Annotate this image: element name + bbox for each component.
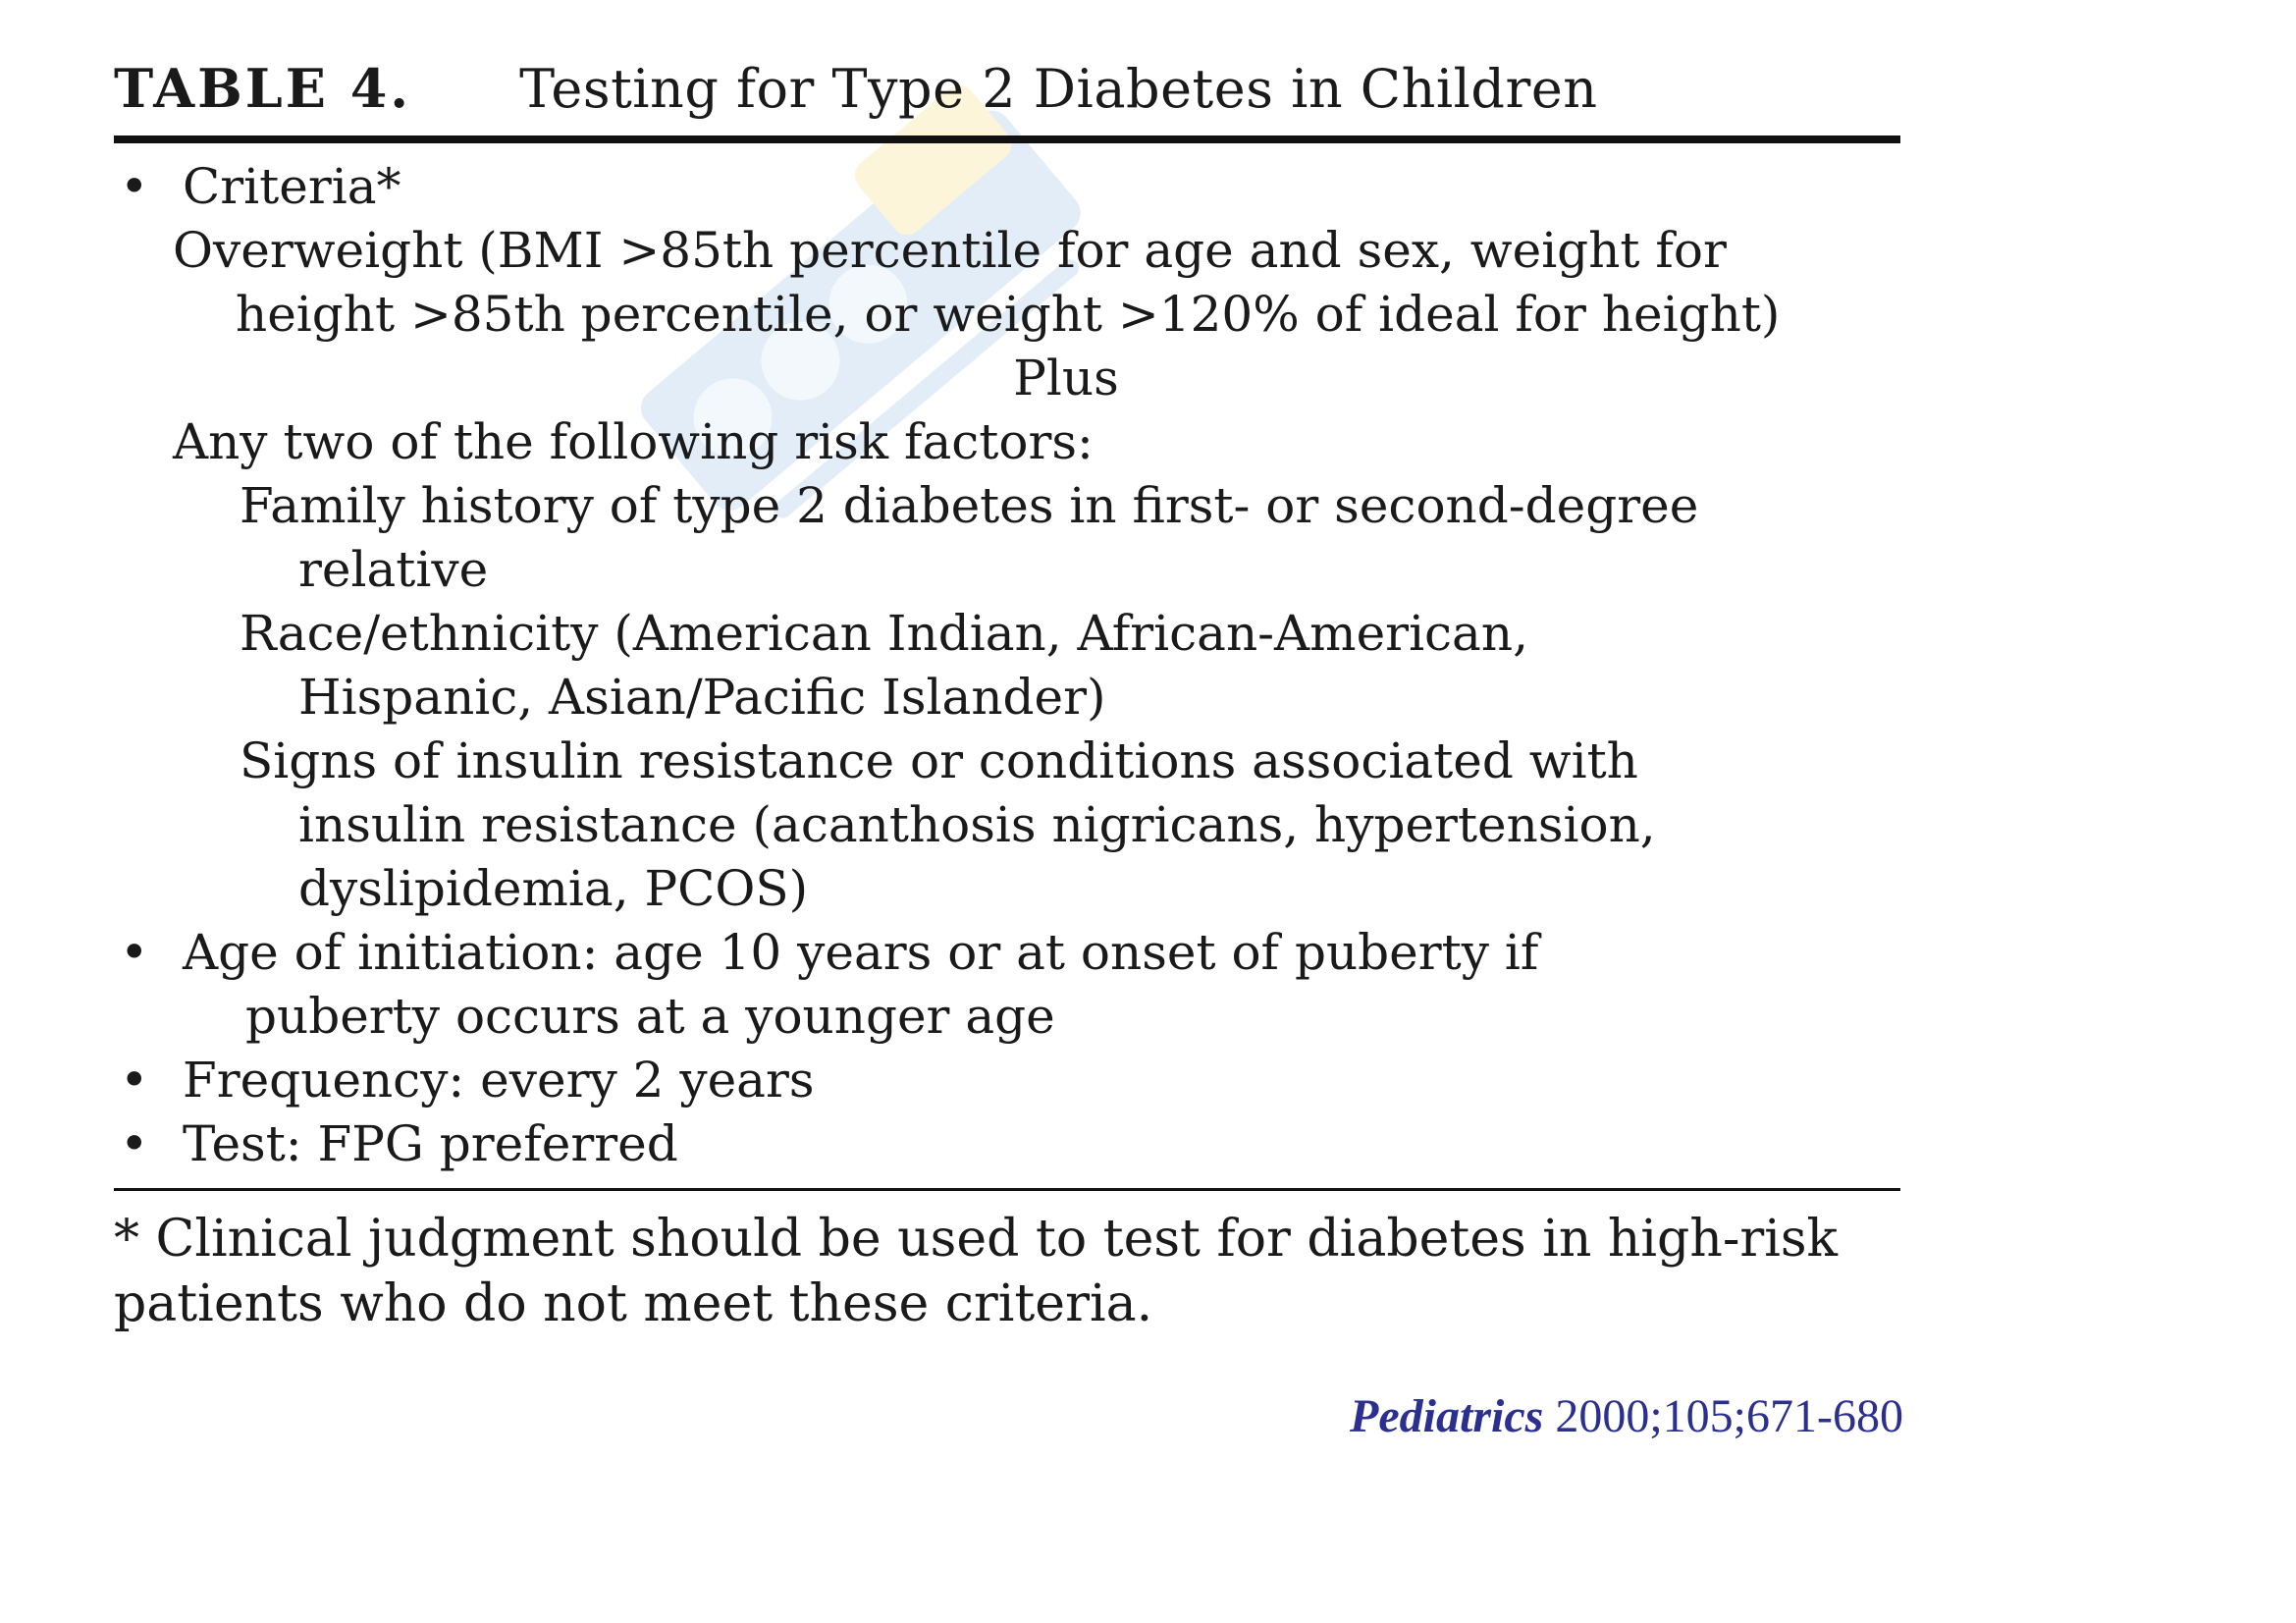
- table-label: TABLE 4.: [114, 57, 412, 120]
- plus-line: Plus: [1013, 350, 1119, 406]
- top-rule: [114, 135, 1900, 143]
- insulin-signs-line-2: insulin resistance (acanthosis nigricans, hypertension,: [298, 796, 1656, 853]
- table-footnote: [114, 1191, 1900, 1336]
- bullet-symbol: •: [120, 1115, 149, 1172]
- overweight-line-2: height >85th percentile, or weight >120% of ideal for height): [236, 286, 1781, 343]
- any-two-line: Any two of the following risk factors:: [173, 413, 1094, 470]
- criteria-text: Criteria*: [183, 158, 401, 215]
- insulin-signs-line-3: dyslipidemia, PCOS): [298, 860, 809, 917]
- bullet-symbol: •: [120, 158, 149, 215]
- race-line-2: Hispanic, Asian/Pacific Islander): [298, 669, 1106, 726]
- age-initiation-line-2: puberty occurs at a younger age: [245, 988, 1055, 1045]
- frequency-text: Frequency: every 2 years: [183, 1052, 815, 1109]
- table-body: [114, 143, 1900, 1188]
- test-text: Test: FPG preferred: [183, 1115, 678, 1172]
- criteria-heading: [114, 155, 1900, 219]
- table-4: [114, 49, 1900, 1336]
- age-initiation-line-1: [114, 921, 1900, 985]
- insulin-signs-line-1: Signs of insulin resistance or conditions associated with: [240, 732, 1638, 789]
- family-history-line-2: relative: [298, 541, 489, 598]
- table-title: Testing for Type 2 Diabetes in Children: [519, 58, 1598, 120]
- table-caption: [114, 49, 1900, 128]
- citation: [1350, 1389, 1903, 1443]
- test-line: [114, 1112, 1900, 1176]
- overweight-line-1: Overweight (BMI >85th percentile for age and sex, weight for: [173, 222, 1727, 279]
- footnote-line-1: * Clinical judgment should be used to test for diabetes in high-risk: [114, 1210, 1839, 1269]
- age-initiation-text: Age of initiation: age 10 years or at onset of puberty if: [183, 924, 1539, 981]
- frequency-line: [114, 1049, 1900, 1112]
- citation-reference: 2000;105;671-680: [1555, 1390, 1903, 1442]
- citation-journal: Pediatrics: [1350, 1390, 1544, 1442]
- bullet-symbol: •: [120, 1052, 149, 1109]
- bullet-symbol: •: [120, 924, 149, 981]
- race-line-1: Race/ethnicity (American Indian, African-American,: [240, 605, 1528, 662]
- footnote-line-2: patients who do not meet these criteria.: [114, 1274, 1153, 1333]
- family-history-line-1: Family history of type 2 diabetes in first- or second-degree: [240, 477, 1699, 534]
